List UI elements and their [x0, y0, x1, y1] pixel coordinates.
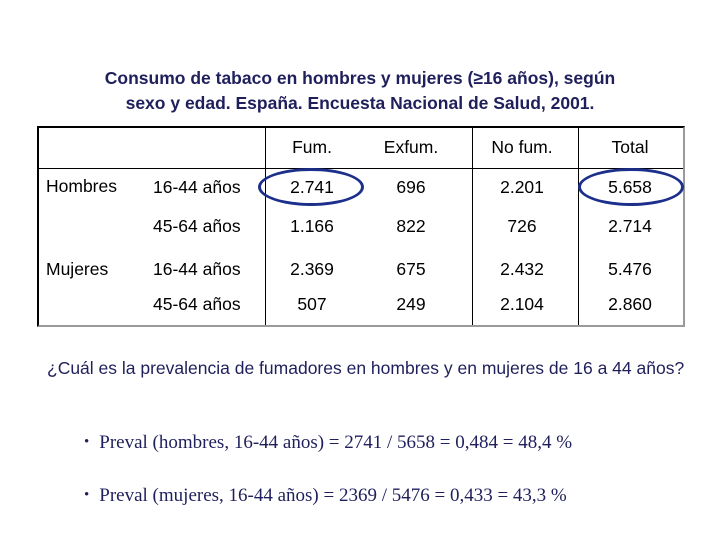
bullet-mujeres — [84, 484, 567, 509]
row-age-label: 45-64 años — [153, 216, 241, 236]
header-divider — [39, 168, 683, 169]
highlight-oval-total — [578, 168, 684, 206]
bullet-text: Preval (mujeres, 16-44 años) = 2369 / 5476 = 0,433 = 43,3 % — [99, 485, 567, 506]
table-cell: 5.658 — [608, 177, 652, 197]
column-header-fum: Fum. — [292, 137, 332, 157]
row-age-label: 16-44 años — [153, 259, 241, 279]
table-cell: 726 — [507, 216, 537, 236]
highlight-oval-fum — [258, 168, 364, 206]
table-cell: 2.201 — [500, 177, 544, 197]
column-header-exfum: Exfum. — [383, 137, 439, 157]
column-divider-2 — [472, 128, 473, 325]
row-age-label: 45-64 años — [153, 294, 241, 314]
bullet-text: Preval (hombres, 16-44 años) = 2741 / 5658 = 0,484 = 48,4 % — [99, 432, 573, 453]
table-cell: 675 — [396, 259, 426, 279]
table-cell: 2.714 — [608, 216, 652, 236]
title-line-1: Consumo de tabaco en hombres y mujeres (≥16 años), según — [104, 68, 616, 88]
table-cell: 249 — [396, 294, 426, 314]
question-text: ¿Cuál es la prevalencia de fumadores en hombres y en mujeres de 16 a 44 años? — [47, 358, 685, 378]
column-divider-1 — [265, 128, 266, 325]
table-cell: 822 — [396, 216, 426, 236]
table-cell: 2.432 — [500, 259, 544, 279]
row-age-label: 16-44 años — [153, 177, 241, 197]
bullet-dot-icon: • — [84, 487, 90, 503]
bullet-hombres — [84, 431, 572, 456]
table-cell: 2.741 — [290, 177, 334, 197]
table-cell: 507 — [297, 294, 327, 314]
column-divider-3 — [578, 128, 579, 325]
title-line-2: sexo y edad. España. Encuesta Nacional de Salud, 2001. — [125, 93, 595, 113]
table-cell: 1.166 — [290, 216, 334, 236]
slide-title — [40, 66, 680, 116]
bullet-dot-icon: • — [84, 434, 90, 450]
table-cell: 2.104 — [500, 294, 544, 314]
table-cell: 5.476 — [608, 259, 652, 279]
table-cell: 2.860 — [608, 294, 652, 314]
table-cell: 2.369 — [290, 259, 334, 279]
group-label-mujeres: Mujeres — [46, 259, 109, 279]
tobacco-table — [37, 126, 685, 327]
group-label-hombres: Hombres — [46, 176, 117, 196]
column-header-nofum: No fum. — [491, 137, 553, 157]
column-header-total: Total — [611, 137, 649, 157]
table-cell: 696 — [396, 177, 426, 197]
